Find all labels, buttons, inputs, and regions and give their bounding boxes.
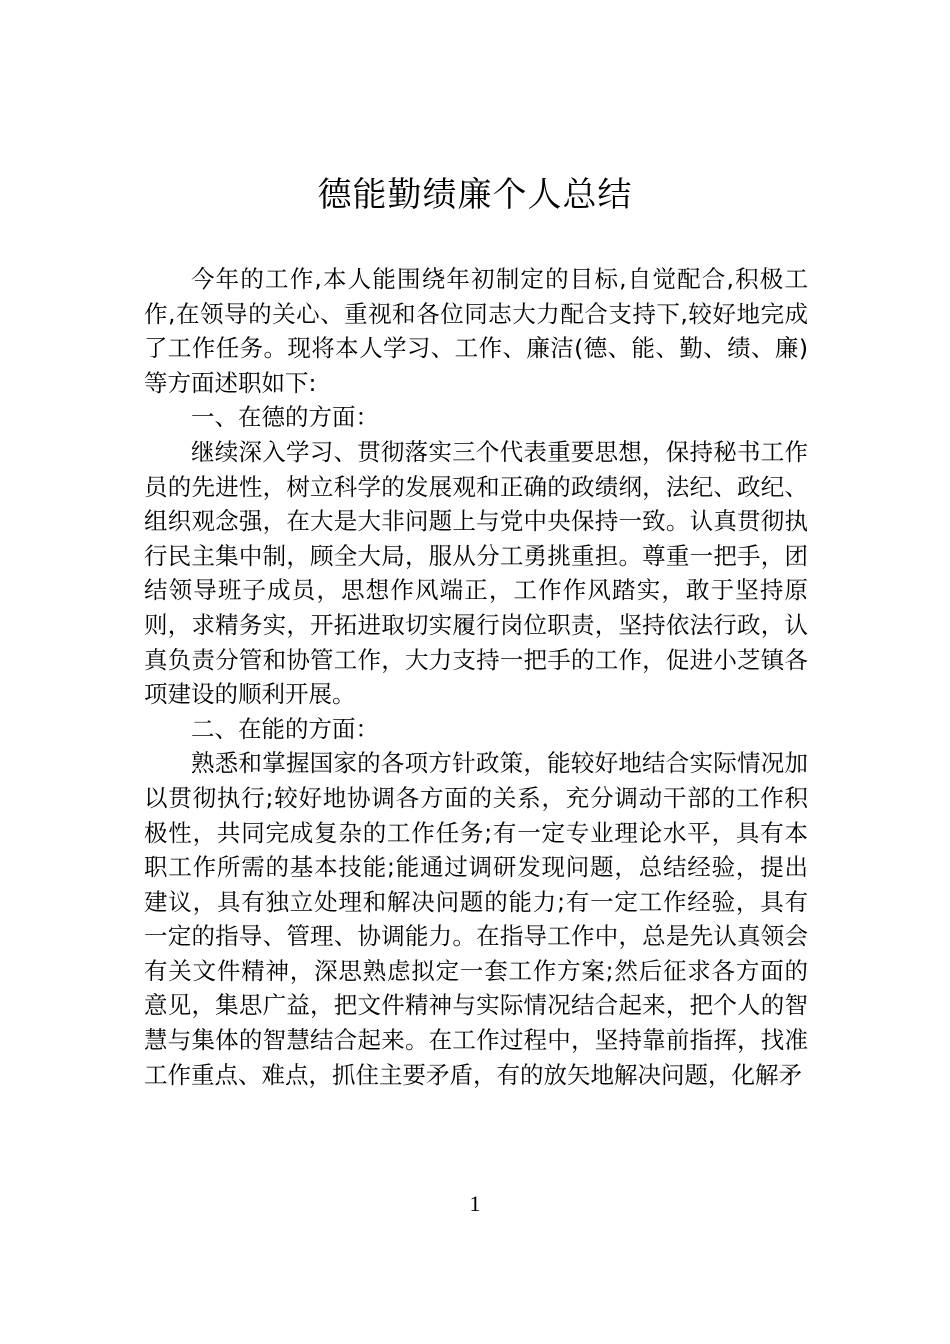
document-title: 德能勤绩廉个人总结: [317, 175, 633, 215]
section-body-virtue: 继续深入学习、贯彻落实三个代表重要思想，保持秘书工作员的先进性，树立科学的发展观和正确的政绩纲，法纪、政纪、组织观念强，在大是大非问题上与党中央保持一致。认真贯彻执行民主集中制，顾全大局，服从分工勇挑重担。尊重一把手，团结领导班子成员，思想作风端正，工作作风踏实，敢于坚持原则，求精务实，开拓进取切实履行岗位职责，坚持依法行政，认真负责分管和协管工作，大力支持一把手的工作，促进小芝镇各项建设的顺利开展。: [144, 437, 808, 709]
section-body-ability: 熟悉和掌握国家的各项方针政策，能较好地结合实际情况加以贯彻执行;较好地协调各方面的关系，充分调动干部的工作积极性，共同完成复杂的工作任务;有一定专业理论水平，具有本职工作所需的基本技能;能通过调研发现问题，总结经验，提出建议，具有独立处理和解决问题的能力;有一定工作经验，具有一定的指导、管理、协调能力。在指导工作中，总是先认真领会有关文件精神，深思熟虑拟定一套工作方案;然后征求各方面的意见，集思广益，把文件精神与实际情况结合起来，把个人的智慧与集体的智慧结合起来。在工作过程中，坚持靠前指挥，找准工作重点、难点，抓住主要矛盾，有的放矢地解决问题，化解矛: [144, 749, 808, 1089]
intro-paragraph: 今年的工作,本人能围绕年初制定的目标,自觉配合,积极工作,在领导的关心、重视和各位同志大力配合支持下,较好地完成了工作任务。现将本人学习、工作、廉洁(德、能、勤、绩、廉)等方面述职如下:: [144, 265, 808, 397]
document-body: [144, 262, 808, 1092]
page-number: 1: [469, 1191, 481, 1216]
section-heading-virtue: 一、在德的方面：: [191, 403, 379, 432]
section-heading-ability: 二、在能的方面：: [191, 714, 379, 743]
